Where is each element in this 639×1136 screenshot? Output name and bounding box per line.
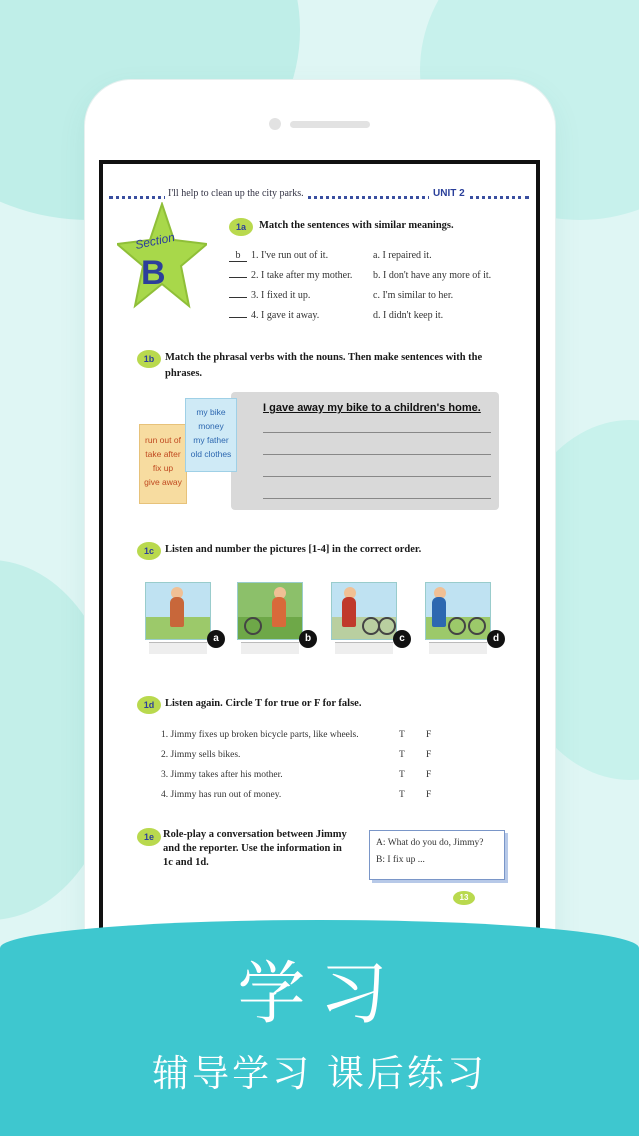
writing-line — [263, 498, 491, 499]
ex1b-title-line1: Match the phrasal verbs with the nouns. Then make sentences with the — [165, 352, 483, 363]
true-option[interactable]: T — [399, 750, 405, 760]
badge-1d: 1d — [137, 696, 161, 714]
answer-blank[interactable] — [229, 317, 247, 318]
camera-dot — [269, 118, 281, 130]
page-number: 13 — [453, 891, 475, 905]
noun-item: my bike — [196, 407, 226, 417]
verbs-card — [139, 424, 187, 504]
picture-stand — [149, 642, 207, 654]
picture-stand — [335, 642, 393, 654]
false-option[interactable]: F — [426, 790, 432, 800]
picture-d[interactable] — [425, 582, 491, 640]
false-option[interactable]: F — [426, 750, 432, 760]
ex1e-title-line: 1c and 1d. — [163, 857, 209, 868]
false-option[interactable]: F — [426, 770, 432, 780]
picture-label-b: b — [299, 630, 317, 648]
ex1a-right: c. I'm similar to her. — [373, 290, 454, 301]
answer-blank[interactable] — [229, 297, 247, 298]
tf-statement: 3. Jimmy takes after his mother. — [161, 770, 283, 780]
ex1a-left: 1. I've run out of it. — [251, 250, 329, 261]
picture-label-a: a — [207, 630, 225, 648]
tf-statement: 4. Jimmy has run out of money. — [161, 790, 282, 800]
ex1a-right: b. I don't have any more of it. — [373, 270, 492, 281]
false-option[interactable]: F — [426, 730, 432, 740]
tf-item — [161, 750, 461, 760]
tf-statement: 1. Jimmy fixes up broken bicycle parts, like wheels. — [161, 730, 359, 740]
ex1a-left: 4. I gave it away. — [251, 310, 320, 321]
tf-item — [161, 730, 461, 740]
ex1d-title: Listen again. Circle T for true or F for false. — [165, 698, 362, 709]
noun-item: money — [198, 421, 224, 431]
ex1a-right: a. I repaired it. — [373, 250, 432, 261]
ex1a-left: 2. I take after my mother. — [251, 270, 353, 281]
verb-item: fix up — [152, 463, 174, 473]
unit-label: UNIT 2 — [429, 188, 469, 199]
writing-line — [263, 432, 491, 433]
nouns-card — [185, 398, 237, 472]
picture-stand — [241, 642, 299, 654]
writing-area[interactable] — [231, 392, 499, 510]
section-word: Section — [133, 229, 177, 253]
textbook-page — [99, 160, 540, 940]
verb-item: run out of — [145, 435, 181, 445]
dialog-line-a: A: What do you do, Jimmy? — [376, 838, 484, 848]
speaker-bar — [290, 121, 370, 128]
picture-a[interactable] — [145, 582, 211, 640]
ex1a-left: 3. I fixed it up. — [251, 290, 311, 301]
ex1b-title-line2: phrases. — [165, 368, 203, 379]
ex1e-title-line: Role-play a conversation between Jimmy — [163, 829, 347, 840]
tf-item — [161, 790, 461, 800]
picture-b[interactable] — [237, 582, 303, 640]
tf-item — [161, 770, 461, 780]
ex1a-row — [229, 310, 319, 321]
promo-title: 学习 — [237, 955, 402, 1034]
true-option[interactable]: T — [399, 730, 405, 740]
badge-1b: 1b — [137, 350, 161, 368]
ex1a-row — [229, 250, 328, 262]
true-option[interactable]: T — [399, 770, 405, 780]
picture-label-d: d — [487, 630, 505, 648]
ex1e-title — [163, 828, 363, 870]
true-option[interactable]: T — [399, 790, 405, 800]
picture-label-c: c — [393, 630, 411, 648]
picture-c[interactable] — [331, 582, 397, 640]
noun-item: my father — [193, 435, 229, 445]
dialog-box — [369, 830, 505, 880]
writing-line — [263, 476, 491, 477]
verb-item: take after — [145, 449, 181, 459]
header-topic: I'll help to clean up the city parks. — [165, 188, 307, 199]
tf-statement: 2. Jimmy sells bikes. — [161, 750, 241, 760]
example-sentence: I gave away my bike to a children's home. — [263, 402, 481, 414]
noun-item: old clothes — [190, 449, 232, 459]
ex1a-right: d. I didn't keep it. — [373, 310, 444, 321]
ex1c-title: Listen and number the pictures [1-4] in the correct order. — [165, 544, 422, 555]
answer-blank[interactable] — [229, 277, 247, 278]
dialog-line-b: B: I fix up ... — [376, 855, 425, 865]
picture-stand — [429, 642, 487, 654]
badge-1e: 1e — [137, 828, 161, 846]
answer-blank[interactable]: b — [229, 250, 247, 262]
ex1a-row — [229, 270, 352, 281]
promo-subtitle: 辅导学习 课后练习 — [152, 1052, 487, 1095]
section-letter: B — [141, 254, 166, 292]
ex1e-title-line: and the reporter. Use the information in — [163, 843, 342, 854]
badge-1c: 1c — [137, 542, 161, 560]
writing-line — [263, 454, 491, 455]
ex1a-title: Match the sentences with similar meanings. — [259, 220, 454, 231]
badge-1a: 1a — [229, 218, 253, 236]
verb-item: give away — [144, 477, 182, 487]
ex1a-row — [229, 290, 310, 301]
